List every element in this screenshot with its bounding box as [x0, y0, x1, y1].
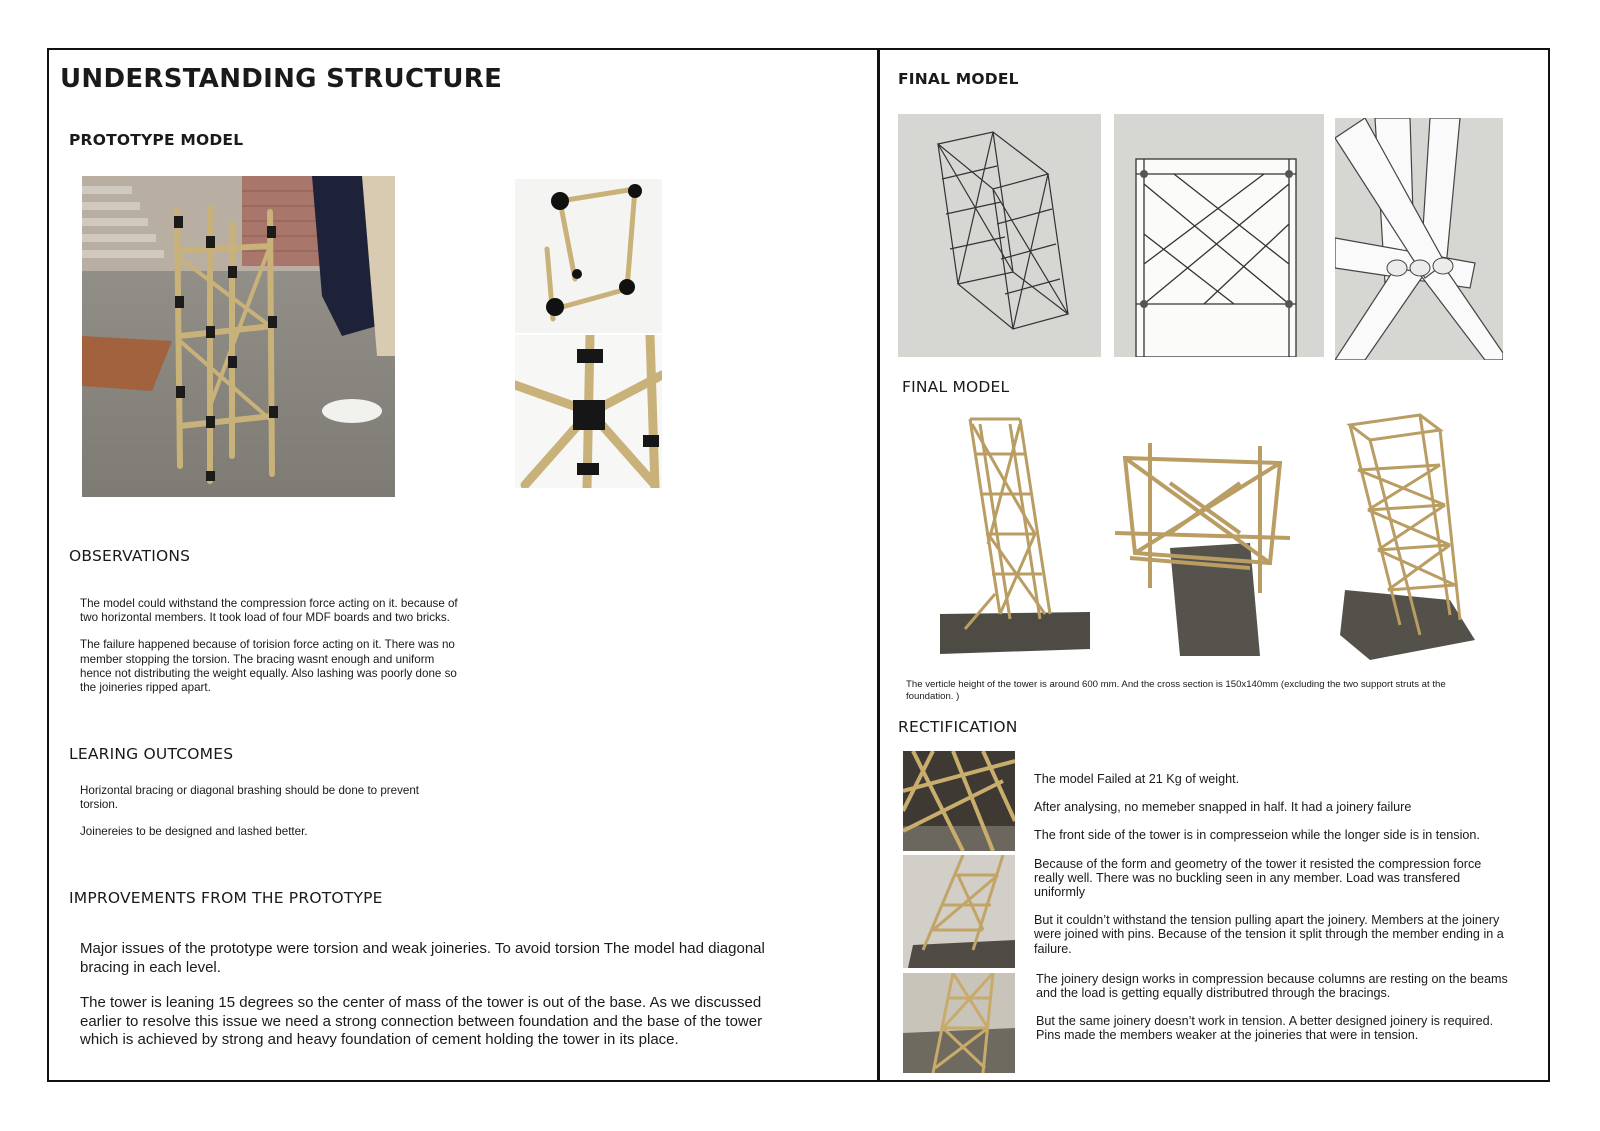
rectification-paragraph: The joinery design works in compression because columns are resting on the beams and the load is getting equally distributred through the bracings. — [1036, 971, 1508, 1001]
outcome-paragraph: Horizontal bracing or diagonal brashing should be done to prevent torsion. — [80, 784, 420, 812]
rectification-paragraph: After analysing, no memeber snapped in half. It had a joinery failure — [1034, 800, 1412, 815]
observations-text — [80, 597, 460, 708]
rectification-text — [1034, 772, 1514, 1043]
outcomes-text — [80, 784, 460, 853]
observation-paragraph: The failure happened because of torision force acting on it. There was no member stopping the torsion. The bracing wasnt enough and uniform hence not distributing the weight equally. Also lashing was poorly done so the joineries ripped apart. — [80, 638, 457, 695]
prototype-detail-photo — [515, 335, 662, 488]
rectification-paragraph: The front side of the tower is in compresseion while the longer side is in tension. — [1034, 828, 1480, 843]
rectification-photo — [903, 751, 1015, 851]
final-model-photo — [1110, 438, 1296, 656]
prototype-heading: PROTOTYPE MODEL — [69, 131, 244, 149]
outcomes-heading: LEARING OUTCOMES — [69, 745, 234, 763]
rectification-photo — [903, 973, 1015, 1073]
improvements-text — [80, 940, 800, 1067]
final-model-caption: The verticle height of the tower is around 600 mm. And the cross section is 150x140mm (excluding the two support struts at the foundation. ) — [906, 679, 1446, 702]
render-joint-detail — [1335, 118, 1503, 360]
final-model-heading: FINAL MODEL — [898, 70, 1019, 88]
prototype-detail-photo — [515, 179, 662, 333]
rectification-paragraph: But the same joinery doesn’t work in tension. A better designed joinery is required. Pins made the members weaker at the joineries that were in tension. — [1036, 1014, 1494, 1043]
final-model-photo — [1330, 410, 1480, 660]
panel-divider — [877, 48, 880, 1082]
rectification-paragraph: But it couldn’t withstand the tension pulling apart the joinery. Members at the joinery were joined with pins. Because of the tension it split through the member ending in a failure. — [1034, 913, 1504, 956]
prototype-photo — [82, 176, 395, 497]
render-elevation — [1114, 114, 1324, 357]
final-model-photo — [900, 414, 1098, 659]
rectification-paragraph: The model Failed at 21 Kg of weight. — [1034, 772, 1240, 786]
observation-paragraph: The model could withstand the compression force acting on it. because of two horizontal members. It took load of four MDF boards and two bricks. — [80, 597, 458, 625]
rectification-photo — [903, 855, 1015, 968]
improvement-paragraph: The tower is leaning 15 degrees so the center of mass of the tower is out of the base. As we discussed earlier to resolve this issue we need a strong connection between foundation and the base of the tower which is achieved by strong and heavy foundation of cement holding the tower in its place. — [80, 994, 763, 1048]
improvements-heading: IMPROVEMENTS FROM THE PROTOTYPE — [69, 889, 383, 907]
render-isometric — [898, 114, 1101, 357]
improvement-paragraph: Major issues of the prototype were torsion and weak joineries. To avoid torsion The model had diagonal bracing in each level. — [80, 940, 765, 976]
rectification-heading: RECTIFICATION — [898, 718, 1018, 736]
final-model-heading: FINAL MODEL — [902, 378, 1010, 396]
outcome-paragraph: Joinereies to be designed and lashed better. — [80, 825, 308, 839]
page-title: UNDERSTANDING STRUCTURE — [60, 64, 503, 94]
observations-heading: OBSERVATIONS — [69, 547, 191, 565]
rectification-paragraph: Because of the form and geometry of the tower it resisted the compression force really well. There was no buckling seen in any member. Load was transfered uniformly — [1034, 856, 1482, 900]
